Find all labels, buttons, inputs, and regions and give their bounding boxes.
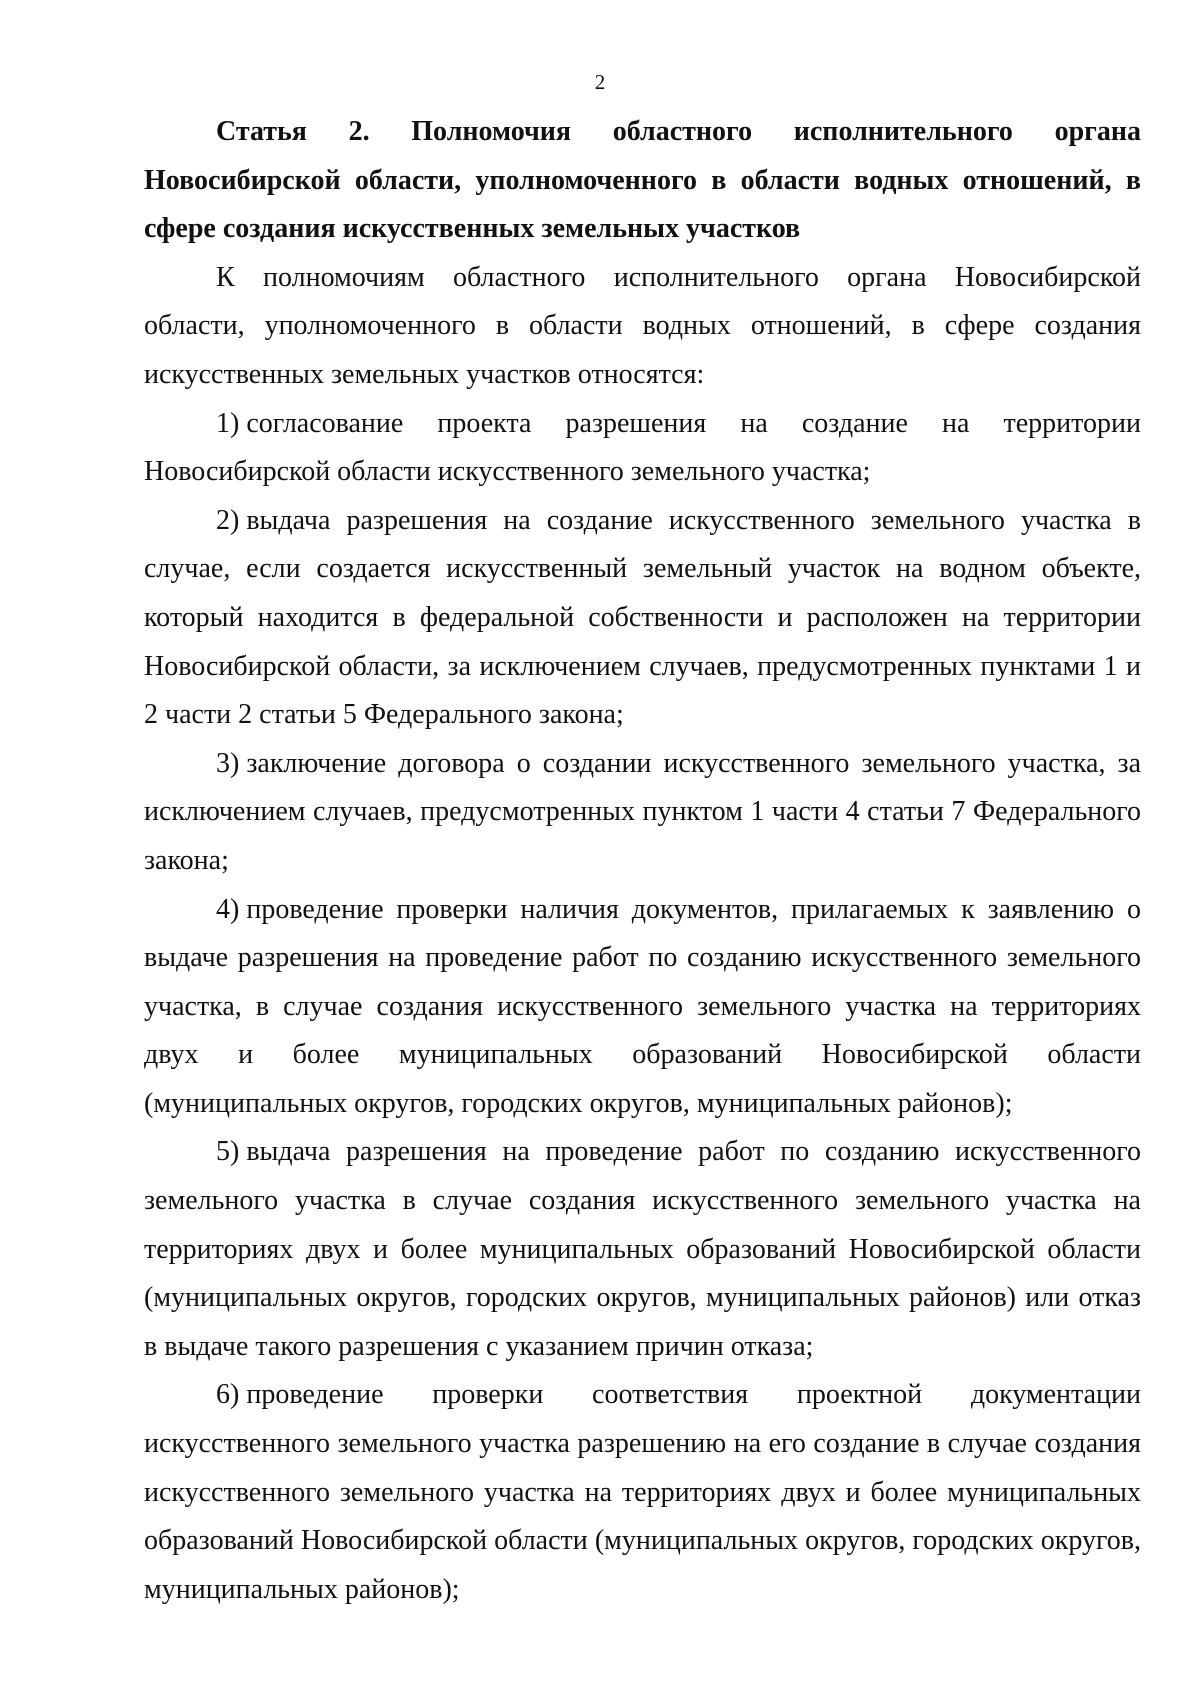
item-text: согласование проекта разрешения на создание на территории Новосибирской области искусственного земельного участка; (144, 407, 1141, 488)
item-number: 6) (216, 1379, 240, 1411)
list-item (144, 400, 1141, 497)
item-text: заключение договора о создании искусственного земельного участка, за исключением случаев, предусмотренных пунктом 1 части 4 статьи 7 Федерального закона; (144, 747, 1141, 876)
item-number: 2) (216, 504, 240, 536)
list-item (144, 886, 1141, 1129)
list-item (144, 740, 1141, 886)
list-item (144, 1371, 1141, 1614)
list-item (144, 497, 1141, 740)
item-text: проведение проверки наличия документов, прилагаемых к заявлению о выдаче разрешения на проведение работ по созданию искусственного земельного участка, в случае создания искусственного земельного участка на территориях двух и более муниципальных образований Новосибирской области (муниципальных округов, городских округов, муниципальных районов); (144, 893, 1141, 1119)
item-text: выдача разрешения на создание искусственного земельного участка в случае, если создается искусственный земельный участок на водном объекте, который находится в федеральной собственности и расположен на территории Новосибирской области, за исключением случаев, предусмотренных пунктами 1 и 2 части 2 статьи 5 Федерального закона; (144, 504, 1141, 731)
item-text: проведение проверки соответствия проектной документации искусственного земельного участка разрешению на его создание в случае создания искусственного земельного участка на территориях двух и более муниципальных образований Новосибирской области (муниципальных округов, городских округов, муниципальных районов); (144, 1379, 1141, 1605)
item-number: 1) (216, 407, 240, 439)
article-intro: К полномочиям областного исполнительного органа Новосибирской области, уполномоченного в области водных отношений, в сфере создания искусственных земельных участков относятся: (144, 261, 1141, 390)
item-text: выдача разрешения на проведение работ по созданию искусственного земельного участка в случае создания искусственного земельного участка на территориях двух и более муниципальных образований Новосибирской области (муниципальных округов, городских округов, муниципальных районов) или отказ в выдаче такого разрешения с указанием причин отказа; (144, 1136, 1141, 1362)
article-body (144, 108, 1141, 1614)
list-item (144, 1128, 1141, 1371)
article-heading: Статья 2. Полномочия областного исполнительного органа Новосибирской области, уполномоченного в области водных отношений, в сфере создания искусственных земельных участков (144, 116, 1141, 245)
item-number: 3) (216, 747, 240, 779)
page-number: 2 (594, 70, 606, 94)
item-number: 5) (216, 1136, 240, 1168)
item-number: 4) (216, 893, 240, 925)
